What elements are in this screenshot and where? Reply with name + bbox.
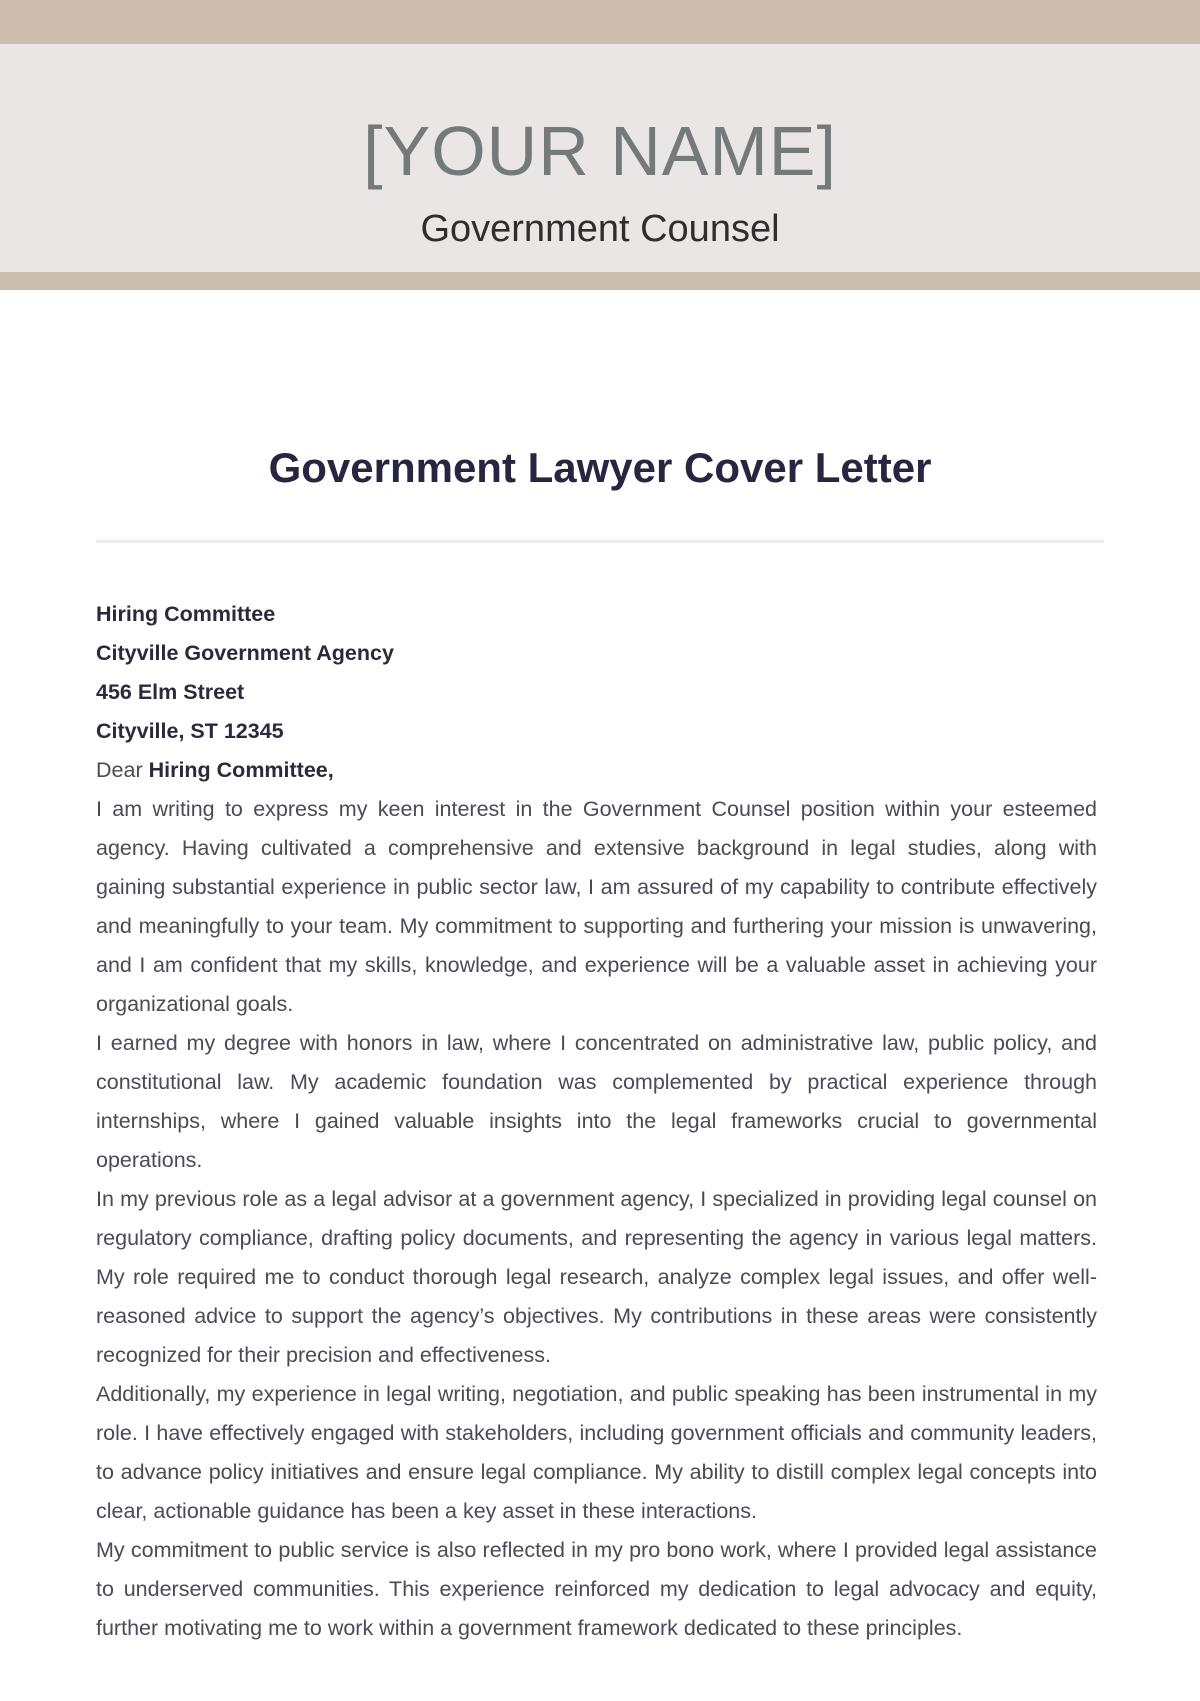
salutation-name: Hiring Committee, <box>148 758 334 782</box>
header-top-band <box>0 0 1200 44</box>
recipient-line: 456 Elm Street <box>96 680 245 704</box>
recipient-line: Hiring Committee <box>96 602 276 626</box>
divider <box>96 540 1104 543</box>
paragraph: My commitment to public service is also reflected in my pro bono work, where I provided legal assistance to underserved communities. This experience reinforced my dedication to legal advocacy and equity, further motivating me to work within a government framework dedicated to these principles. <box>96 1538 1097 1640</box>
applicant-role: Government Counsel <box>420 208 780 250</box>
paragraph: I earned my degree with honors in law, where I concentrated on administrative law, public policy, and constitutional law. My academic foundation was complemented by practical experience through internships, where I gained valuable insights into the legal frameworks crucial to governmental operations. <box>96 1031 1097 1172</box>
applicant-name: [YOUR NAME] <box>363 112 837 190</box>
header-bottom-band <box>0 272 1200 290</box>
salutation-prefix: Dear <box>96 758 149 782</box>
paragraph: In my previous role as a legal advisor at a government agency, I specialized in providing legal counsel on regulatory compliance, drafting policy documents, and representing the agency in various legal matters. My role required me to conduct thorough legal research, analyze complex legal issues, and offer well-reasoned advice to support the agency’s objectives. My contributions in these areas were consistently recognized for their precision and effectiveness. <box>96 1187 1097 1367</box>
document-title: Government Lawyer Cover Letter <box>268 444 932 491</box>
salutation <box>96 751 1097 790</box>
recipient-line: Cityville Government Agency <box>96 641 394 665</box>
recipient-line: Cityville, ST 12345 <box>96 719 284 743</box>
letterhead <box>0 44 1200 272</box>
paragraph: Additionally, my experience in legal writing, negotiation, and public speaking has been instrumental in my role. I have effectively engaged with stakeholders, including government officials and community leaders, to advance policy initiatives and ensure legal compliance. My ability to distill complex legal concepts into clear, actionable guidance has been a key asset in these interactions. <box>96 1382 1097 1523</box>
letter-body <box>96 595 1097 1648</box>
paragraph: I am writing to express my keen interest in the Government Counsel position within your esteemed agency. Having cultivated a comprehensive and extensive background in legal studies, along with gaining substantial experience in public sector law, I am assured of my capability to contribute effectively and meaningfully to your team. My commitment to supporting and furthering your mission is unwavering, and I am confident that my skills, knowledge, and experience will be a valuable asset in achieving your organizational goals. <box>96 797 1097 1016</box>
